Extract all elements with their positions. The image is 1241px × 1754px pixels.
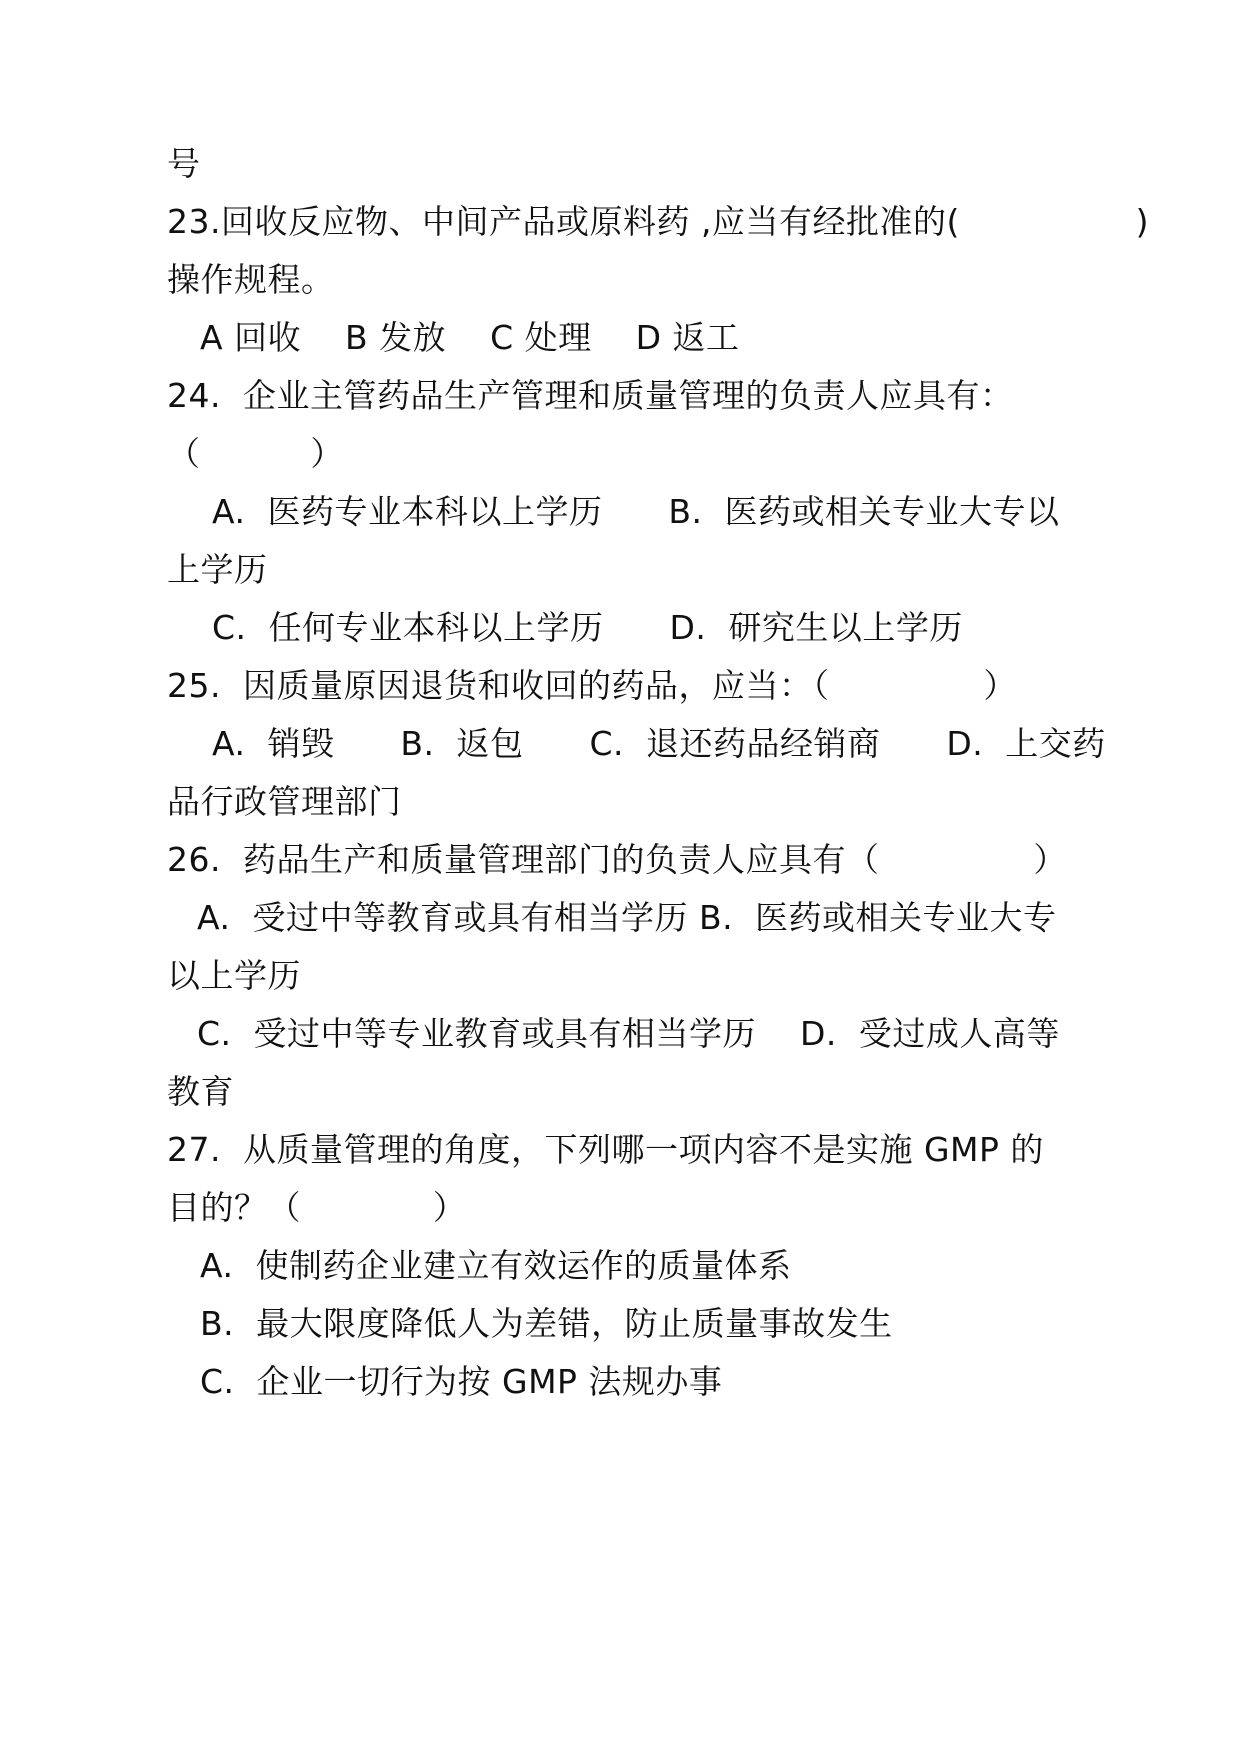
question-24-blank: （ ） — [167, 434, 344, 473]
question-26-options-cd: C. 受过中等专业教育或具有相当学历 D. 受过成人高等 — [197, 1014, 1060, 1053]
question-27-stem: 27. 从质量管理的角度，下列哪一项内容不是实施 GMP 的 — [167, 1130, 1044, 1169]
question-23-stem: 23.回收反应物、中间产品或原料药 ,应当有经批准的( ) — [167, 202, 1150, 241]
question-26-options-ab-cont: 以上学历 — [167, 956, 301, 995]
question-24-stem: 24. 企业主管药品生产管理和质量管理的负责人应具有： — [167, 376, 1014, 415]
question-25-options-cont: 品行政管理部门 — [167, 782, 402, 821]
question-27-option-a: A. 使制药企业建立有效运作的质量体系 — [200, 1246, 792, 1285]
question-26-stem: 26. 药品生产和质量管理部门的负责人应具有（ ） — [167, 840, 1067, 879]
question-24-options-ab-cont: 上学历 — [167, 550, 268, 589]
question-27-option-b: B. 最大限度降低人为差错，防止质量事故发生 — [200, 1304, 893, 1343]
question-23-stem-cont: 操作规程。 — [167, 260, 335, 299]
text-line: 号 — [167, 144, 201, 183]
question-26-options-cd-cont: 教育 — [167, 1072, 234, 1111]
question-25-stem: 25. 因质量原因退货和收回的药品，应当：（ ） — [167, 666, 1017, 705]
question-27-stem-cont: 目的？（ ） — [167, 1188, 467, 1227]
question-24-options-ab: A. 医药专业本科以上学历 B. 医药或相关专业大专以 — [212, 492, 1060, 531]
question-26-options-ab: A. 受过中等教育或具有相当学历 B. 医药或相关专业大专 — [197, 898, 1057, 937]
question-23-options: A 回收 B 发放 C 处理 D 返工 — [200, 318, 740, 357]
question-25-options: A. 销毁 B. 返包 C. 退还药品经销商 D. 上交药 — [212, 724, 1106, 763]
question-24-options-cd: C. 任何专业本科以上学历 D. 研究生以上学历 — [212, 608, 963, 647]
question-27-option-c: C. 企业一切行为按 GMP 法规办事 — [200, 1362, 723, 1401]
